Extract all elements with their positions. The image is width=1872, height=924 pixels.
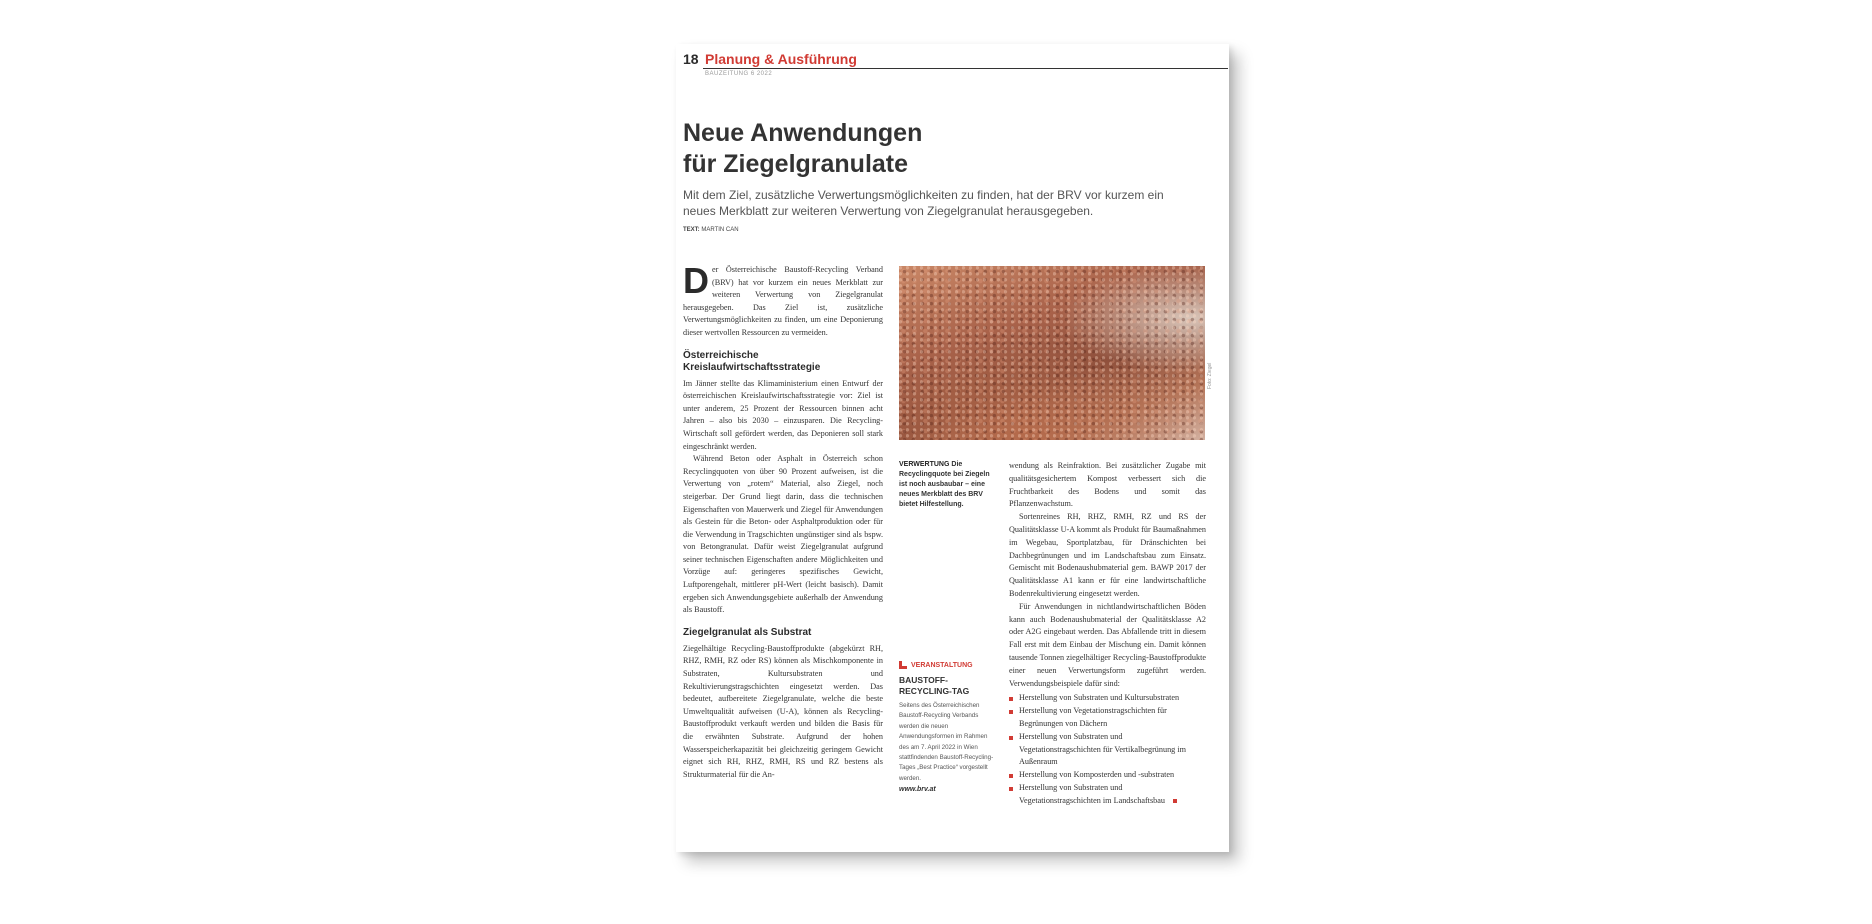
drop-cap: D	[683, 260, 709, 301]
usage-list	[1009, 692, 1206, 807]
event-tag	[899, 661, 994, 669]
event-text: Seitens des Österreichischen Baustoff-Recycling Verbands werden die neuen Anwendungsformen im Rahmen des am 7. April 2022 in Wien stattfindenden Baustoff-Recycling-Tages „Best Practice“ vorgestellt werden.	[899, 702, 994, 782]
body-paragraph: Während Beton oder Asphalt in Österreich schon Recyclingquoten von über 90 Prozent aufweisen, ist die Verwertung von „rotem“ Material, also Ziegel, noch steigerbar. Der Grund liegt darin, dass die technischen Eigenschaften von Mauerwerk und Ziegel für Anwendungen als Gestein für die Beton- oder Asphaltproduktion oder für die Verwendung in Tragschichten ungünstiger sind als bspw. von Betongranulat. Dafür weist Ziegelgranulat aufgrund seiner technischen Eigenschaften andere Möglichkeiten und Vorzüge auf: geringeres spezifisches Gewicht, Luftporengehalt, mittlerer pH-Wert (leicht basisch). Damit ergeben sich Anwendungsgebiete außerhalb der Anwendung als Baustoff.	[683, 454, 883, 615]
author-line	[683, 227, 739, 233]
title-line-1: Neue Anwendungen	[683, 119, 923, 147]
article-lead: Mit dem Ziel, zusätzliche Verwertungsmöglichkeiten zu finden, hat der BRV vor kurzem ein neues Merkblatt zur weiteren Verwertung von Ziegelgranulat herausgegeben.	[683, 188, 1164, 218]
masthead: BAUZEITUNG 6 2022	[705, 71, 773, 77]
article-title	[683, 118, 1083, 180]
event-marker-icon	[899, 661, 907, 669]
list-item-last	[1009, 782, 1206, 808]
subhead-kreislaufwirtschaft: Österreichische Kreislaufwirtschaftsstrategie	[683, 349, 821, 373]
section-title: Planung & Ausführung	[705, 51, 857, 67]
body-paragraph: Im Jänner stellte das Klimaministerium einen Entwurf der österreichischen Kreislaufwirtschaftsstrategie vor: Ziel ist unter anderem, 25 Prozent der Ressourcen binnen acht Jahren – also bis 2030 – einzusparen. Die Recycling-Wirtschaft soll gefördert werden, das Deponieren soll stark eingeschränkt werden.	[683, 378, 883, 451]
body-paragraph: wendung als Reinfraktion. Bei zusätzlicher Zugabe mit qualitätsgesichertem Kompost verbessert sich die Fruchtbarkeit des Bodens und somit das Pflanzenwachstum.	[1009, 461, 1206, 509]
list-item: Herstellung von Substraten und Kultursubstraten	[1009, 692, 1206, 705]
subhead-substrat: Ziegelgranulat als Substrat	[683, 626, 812, 638]
event-link[interactable]: www.brv.at	[899, 786, 936, 794]
photo-texture	[899, 266, 1205, 440]
body-paragraph: Ziegelhältige Recycling-Baustoffprodukte (abgekürzt RH, RHZ, RMH, RZ oder RS) können als Mischkomponente in Substraten, Kultursubstraten und Rekultivierungstragschichten eingesetzt werden. Das bedeutet, aufbereitete Ziegelgranulate, welche die beste Umweltqualität aufweisen (U-A), können als Recycling-Baustoffprodukt verkauft werden und bilden die Basis für die erwähnten Substrate. Aufgrund der hohen Wasserspeicherkapazität bei gleichzeitig geringem Gewicht eignet sich RH, RHZ, RMH, RS und RZ bestens als Strukturmaterial für die An-	[683, 643, 883, 779]
caption-label: VERWERTUNG	[899, 461, 950, 468]
photo-credit: Foto: Ziegel	[1207, 362, 1213, 389]
page-number: 18	[683, 51, 699, 67]
list-item: Herstellung von Substraten und Vegetationstragschichten für Vertikalbegrünung im Außenraum	[1009, 731, 1206, 769]
list-item-text: Herstellung von Substraten und Vegetationstragschichten im Landschaftsbau	[1019, 782, 1165, 805]
brick-granulate-photo	[899, 266, 1205, 440]
article-column-1	[683, 260, 883, 781]
caption-text: Die Recyclingquote bei Ziegeln ist noch ausbaubar – eine neues Merkblatt des BRV bietet Hilfestellung.	[899, 461, 990, 508]
event-title: BAUSTOFF-RECYCLING-TAG	[899, 675, 970, 696]
article-column-3	[1009, 460, 1206, 808]
title-line-2: für Ziegelgranulate	[683, 150, 909, 178]
event-tag-label: VERANSTALTUNG	[911, 661, 973, 669]
intro-text: er Österreichische Baustoff-Recycling Verband (BRV) hat vor kurzem ein neues Merkblatt zur weiteren Verwertung von Ziegelgranulat herausgegeben. Das Ziel ist, zusätzliche Verwertungsmöglichkeiten zu finden, um eine Deponierung dieser wertvollen Ressourcen zu vermeiden.	[683, 265, 883, 337]
header-rule	[703, 68, 1228, 69]
intro-paragraph	[683, 260, 883, 340]
author-name: MARTIN CAN	[701, 227, 739, 233]
event-box	[899, 661, 994, 793]
list-item: Herstellung von Komposterden und -substraten	[1009, 769, 1206, 782]
page-header	[683, 49, 1228, 77]
list-item: Herstellung von Vegetationstragschichten für Begrünungen von Dächern	[1009, 705, 1206, 731]
body-paragraph: Sortenreines RH, RHZ, RMH, RZ und RS der Qualitätsklasse U-A kommt als Produkt für Baumaßnahmen im Wegebau, Sportplatzbau, für Dränschichten bei Dachbegrünungen und im Landschaftsbau zum Einsatz. Gemischt mit Bodenaushubmaterial gem. BAWP 2017 der Qualitätsklasse A1 kann er für eine landwirtschaftliche Bodenrekultivierung eingesetzt werden.	[1009, 512, 1206, 598]
body-paragraph: Für Anwendungen in nichtlandwirtschaftlichen Böden kann auch Bodenaushubmaterial der Qualitätsklasse A2 oder A2G eingebaut werden. Das Abfallende tritt in diesem Fall erst mit dem Einbau der Mischung ein. Damit können tausende Tonnen ziegelhältiger Recycling-Baustoffprodukte einer neuen Verwertungsform zugeführt werden. Verwendungsbeispiele dafür sind:	[1009, 601, 1206, 688]
end-mark-icon	[1173, 799, 1177, 803]
author-label: TEXT:	[683, 227, 700, 233]
photo-caption	[899, 460, 991, 510]
magazine-page	[676, 44, 1229, 852]
